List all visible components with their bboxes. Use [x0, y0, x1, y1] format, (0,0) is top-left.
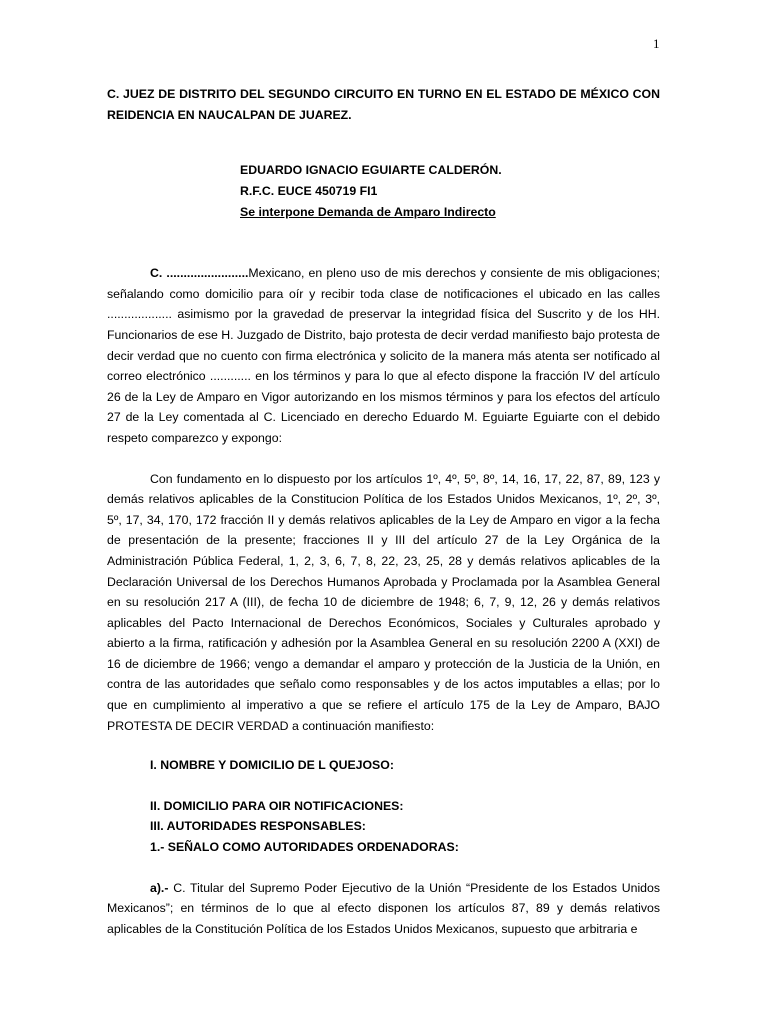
page-number: 1 — [653, 36, 660, 51]
addressee: C. JUEZ DE DISTRITO DEL SEGUNDO CIRCUITO EN TURNO EN EL ESTADO DE MÉXICO CON REIDENCIA EN NAUCALPAN DE JUAREZ. — [107, 87, 660, 122]
heading-autoridades: III. AUTORIDADES RESPONSABLES: — [150, 819, 366, 834]
heading-quejoso: I. NOMBRE Y DOMICILIO DE L QUEJOSO: — [150, 758, 394, 773]
authority-a-paragraph — [107, 878, 660, 940]
intro-body: Mexicano, en pleno uso de mis derechos y consiente de mis obligaciones; señalando como domicilio para oír y recibir toda clase de notificaciones el ubicado en las calles ................... asimismo por la gravedad de preservar la integridad física del Suscrito y de los HH. Funcionarios de ese H. Juzgado de Distrito, bajo protesta de decir verdad manifiesto bajo protesta de decir verdad que no cuento con firma electrónica y solicito de la manera más atenta ser notificado al correo electrónico ............ en los términos y para lo que al efecto dispone la fracción IV del artículo 26 de la Ley de Amparo en Vigor autorizando en los mismos términos y para los efectos del artículo 27 de la Ley comentada al C. Licenciado en derecho Eduardo M. Eguiarte Eguiarte con el debido respeto comparezco y expongo: — [107, 266, 660, 445]
sender-block — [240, 160, 660, 223]
intro-lead: C. ........................ — [150, 266, 249, 281]
heading-domicilio: II. DOMICILIO PARA OIR NOTIFICACIONES: — [150, 798, 404, 813]
heading-ordenadoras: 1.- SEÑALO COMO AUTORIDADES ORDENADORAS: — [150, 840, 459, 855]
sender-name: EDUARDO IGNACIO EGUIARTE CALDERÓN. — [240, 163, 502, 178]
document-subject: Se interpone Demanda de Amparo Indirecto — [240, 205, 496, 220]
document-body — [107, 84, 660, 939]
authority-a-lead: a).- — [150, 880, 169, 895]
intro-paragraph — [107, 263, 660, 448]
authority-a-body: C. Titular del Supremo Poder Ejecutivo de la Unión “Presidente de los Estados Unidos Mexicanos”; en términos de lo que al efecto disponen los artículos 87, 89 y demás relativos aplicables de la Constitución Política de los Estados Unidos Mexicanos, supuesto que arbitraria e — [107, 880, 660, 936]
legal-basis-paragraph: Con fundamento en lo dispuesto por los artículos 1º, 4º, 5º, 8º, 14, 16, 17, 22, 87, 89, 123 y demás relativos aplicables de la Constitucion Política de los Estados Unidos Mexicanos, 1º, 2º, 3º, 5º, 17, 34, 170, 172 fracción II y demás relativos aplicables de la Ley de Amparo en vigor a la fecha de presentación de la presente; fracciones II y III del artículo 27 de la Ley Orgánica de la Administración Pública Federal, 1, 2, 3, 6, 7, 8, 22, 23, 25, 28 y demás relativos aplicables de la Declaración Universal de los Derechos Humanos Aprobada y Proclamada por la Asamblea General en su resolución 217 A (III), de fecha 10 de diciembre de 1948; 6, 7, 9, 12, 26 y demás relativos aplicables del Pacto Internacional de Derechos Económicos, Sociales y Culturales aprobado y abierto a la firma, ratificación y adhesión por la Asamblea General en su resolución 2200 A (XXI) de 16 de diciembre de 1966; vengo a demandar el amparo y protección de la Justicia de la Unión, en contra de las autoridades que señalo como responsables y de los actos imputables a ellas; por lo que en cumplimiento al imperativo a que se refiere el artículo 175 de la Ley de Amparo, BAJO PROTESTA DE DECIR VERDAD a continuación manifiesto: — [107, 471, 660, 733]
sender-rfc: R.F.C. EUCE 450719 FI1 — [240, 184, 378, 199]
